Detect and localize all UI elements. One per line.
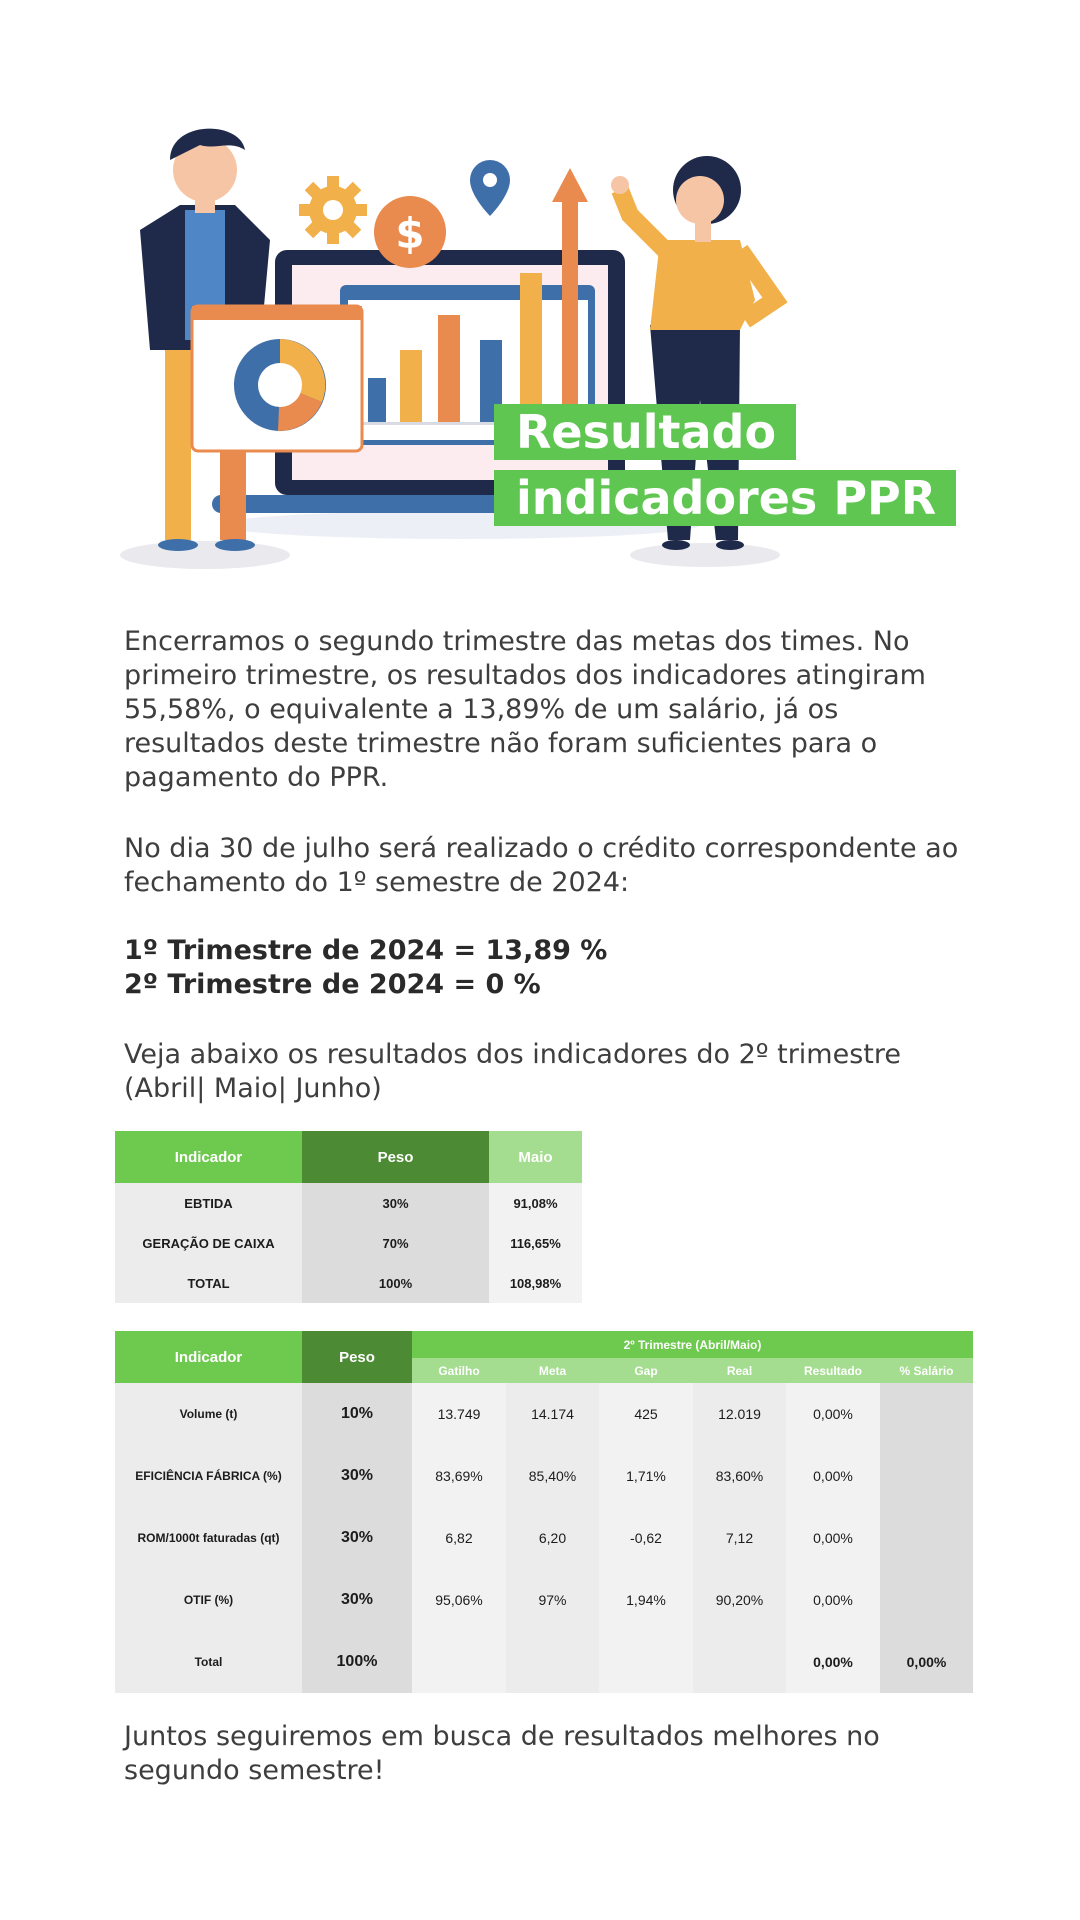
- location-pin-icon: [470, 160, 510, 216]
- quarter-1-result: 1º Trimestre de 2024 = 13,89 %: [124, 935, 608, 966]
- table1-cell: TOTAL: [115, 1263, 302, 1303]
- table2-peso: 30%: [302, 1445, 412, 1507]
- paragraph-table-intro: Veja abaixo os resultados dos indicadores do 2º trimestre (Abril| Maio| Junho): [124, 1039, 901, 1104]
- table1-header-maio: Maio: [489, 1131, 582, 1183]
- table2-peso: 10%: [302, 1383, 412, 1445]
- table2-subheader-gatilho: Gatilho: [412, 1358, 506, 1383]
- table1-cell: EBTIDA: [115, 1183, 302, 1223]
- table-row: [115, 1183, 582, 1223]
- table2-indicador: Volume (t): [115, 1383, 302, 1445]
- table2-meta: 14.174: [506, 1383, 599, 1445]
- table1-cell: 30%: [302, 1183, 489, 1223]
- paragraph-credit: No dia 30 de julho será realizado o crédito correspondente ao fechamento do 1º semestre de 2024:: [124, 833, 959, 898]
- table2-peso: 100%: [302, 1631, 412, 1693]
- hero-section: [0, 0, 1080, 600]
- table1-header-indicador: Indicador: [115, 1131, 302, 1183]
- table2-indicador: Total: [115, 1631, 302, 1693]
- table2-gatilho: 83,69%: [412, 1445, 506, 1507]
- floor-shadow-right: [630, 543, 780, 567]
- table2-resultado: 0,00%: [786, 1631, 880, 1693]
- table2-resultado: 0,00%: [786, 1569, 880, 1631]
- table1-cell: GERAÇÃO DE CAIXA: [115, 1223, 302, 1263]
- table2-gatilho: [412, 1631, 506, 1693]
- table-row: [115, 1631, 973, 1693]
- table2-gatilho: 95,06%: [412, 1569, 506, 1631]
- table-trimestre: [115, 1331, 973, 1693]
- table1-cell: 108,98%: [489, 1263, 582, 1303]
- table2-salario: [880, 1569, 973, 1631]
- table2-salario: [880, 1383, 973, 1445]
- dollar-coin-icon: [374, 196, 446, 268]
- table2-gap: 1,71%: [599, 1445, 693, 1507]
- table2-resultado: 0,00%: [786, 1445, 880, 1507]
- table2-meta: 6,20: [506, 1507, 599, 1569]
- closing-paragraph: [124, 1720, 984, 1788]
- title-line-2: indicadores PPR: [494, 470, 956, 526]
- table2-indicador: EFICIÊNCIA FÁBRICA (%): [115, 1445, 302, 1507]
- table2-gap: 1,94%: [599, 1569, 693, 1631]
- table2-peso: 30%: [302, 1569, 412, 1631]
- table-row: [115, 1383, 973, 1445]
- page-title: [494, 404, 956, 536]
- table2-gatilho: 13.749: [412, 1383, 506, 1445]
- table2-subheader-resultado: Resultado: [786, 1358, 880, 1383]
- quarter-2-result: 2º Trimestre de 2024 = 0 %: [124, 969, 541, 1000]
- table2-subheader-salario: % Salário: [880, 1358, 973, 1383]
- paragraph-results: Encerramos o segundo trimestre das metas dos times. No primeiro trimestre, os resultados dos indicadores atingiram 55,58%, o equivalente a 13,89% de um salário, já os resultados deste trimestre não foram suficientes para o pagamento do PPR.: [124, 626, 926, 793]
- table-row: [115, 1569, 973, 1631]
- table2-subheader-meta: Meta: [506, 1358, 599, 1383]
- table1-cell: 91,08%: [489, 1183, 582, 1223]
- table2-gatilho: 6,82: [412, 1507, 506, 1569]
- gear-icon: [299, 176, 367, 244]
- title-line-1: Resultado: [494, 404, 796, 460]
- table2-indicador: ROM/1000t faturadas (qt): [115, 1507, 302, 1569]
- floor-shadow-left: [120, 541, 290, 569]
- table2-peso: 30%: [302, 1507, 412, 1569]
- table1-cell: 100%: [302, 1263, 489, 1303]
- table-row: [115, 1223, 582, 1263]
- table-row: [115, 1263, 582, 1303]
- table2-header-group: 2º Trimestre (Abril/Maio): [412, 1331, 973, 1358]
- table1-cell: 70%: [302, 1223, 489, 1263]
- donut-chart-card: [192, 306, 362, 451]
- table2-real: 7,12: [693, 1507, 786, 1569]
- table2-header-peso: Peso: [302, 1331, 412, 1383]
- table-intro: [124, 1038, 984, 1106]
- table2-gap: [599, 1631, 693, 1693]
- table2-header-indicador: Indicador: [115, 1331, 302, 1383]
- table2-salario: [880, 1507, 973, 1569]
- table2-real: 12.019: [693, 1383, 786, 1445]
- table1-cell: 116,65%: [489, 1223, 582, 1263]
- table2-subheader-real: Real: [693, 1358, 786, 1383]
- table2-salario: [880, 1445, 973, 1507]
- paragraph-closing: Juntos seguiremos em busca de resultados melhores no segundo semestre!: [124, 1721, 880, 1786]
- table2-salario: 0,00%: [880, 1631, 973, 1693]
- table1-header-peso: Peso: [302, 1131, 489, 1183]
- intro-paragraph: [124, 625, 984, 795]
- quarter-summary: [124, 934, 984, 1002]
- table2-indicador: OTIF (%): [115, 1569, 302, 1631]
- table2-meta: 97%: [506, 1569, 599, 1631]
- table-row: [115, 1507, 973, 1569]
- svg-text:$: $: [395, 209, 425, 258]
- table2-gap: -0,62: [599, 1507, 693, 1569]
- table2-resultado: 0,00%: [786, 1507, 880, 1569]
- table2-resultado: 0,00%: [786, 1383, 880, 1445]
- table-maio: [115, 1131, 582, 1303]
- credit-paragraph: [124, 832, 984, 900]
- table2-meta: [506, 1631, 599, 1693]
- table2-meta: 85,40%: [506, 1445, 599, 1507]
- table-row: [115, 1445, 973, 1507]
- table2-subheader-gap: Gap: [599, 1358, 693, 1383]
- table2-real: 90,20%: [693, 1569, 786, 1631]
- table2-real: 83,60%: [693, 1445, 786, 1507]
- table2-real: [693, 1631, 786, 1693]
- table2-gap: 425: [599, 1383, 693, 1445]
